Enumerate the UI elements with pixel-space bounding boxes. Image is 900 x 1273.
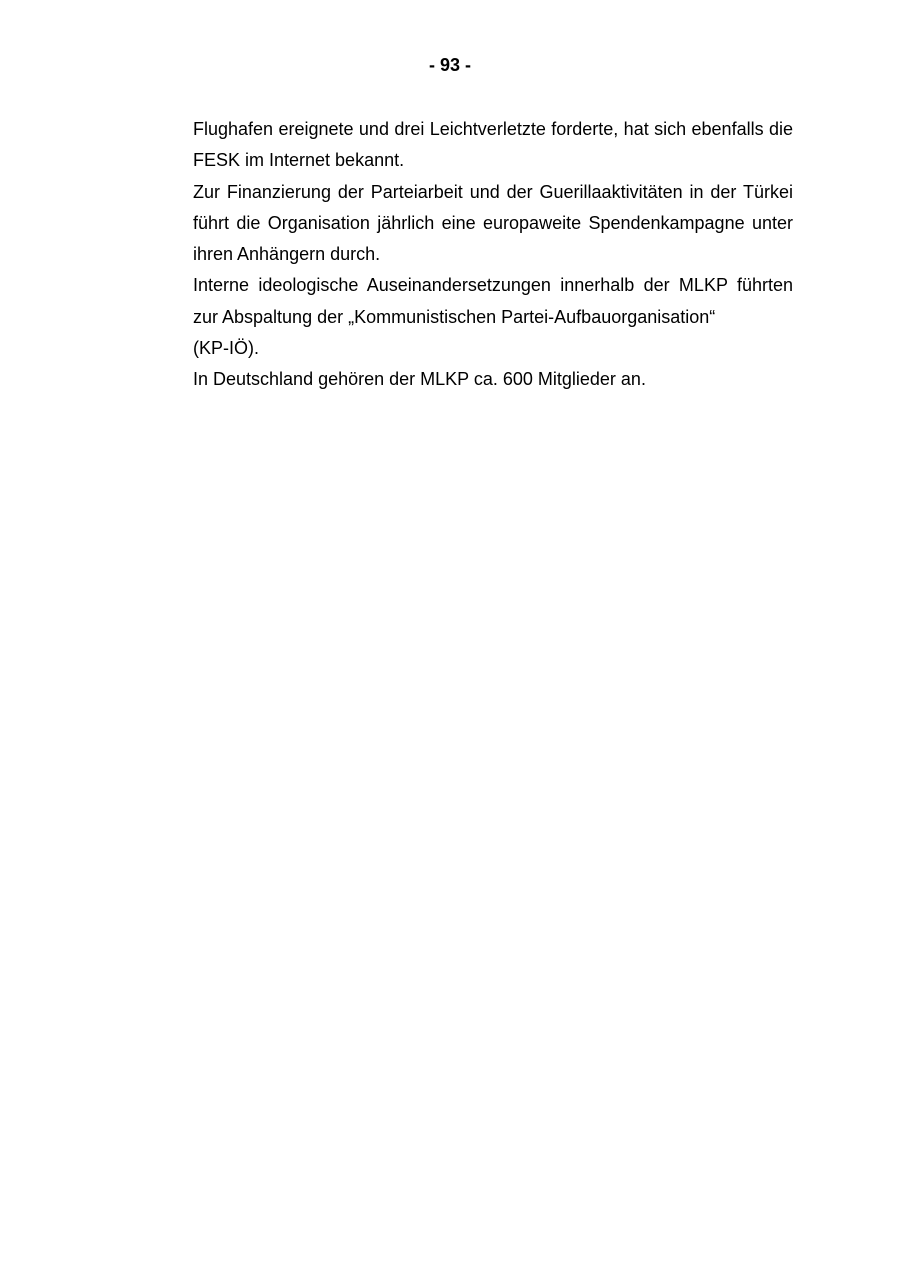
paragraph-financing: Zur Finanzierung der Parteiarbeit und der Guerillaaktivitäten in der Türkei führt die Organisation jährlich eine europaweite Spendenkampagne unter ihren Anhängern durch. [193,181,793,265]
paragraph-split: Interne ideologische Auseinandersetzungen innerhalb der MLKP führten zur Abspaltung der „Kommunistischen Partei-Aufbauorganisation“ [193,275,793,327]
document-body [193,114,793,396]
paragraph-kp-io: (KP-IÖ). [193,338,259,359]
paragraph-membership: In Deutschland gehören der MLKP ca. 600 Mitglieder an. [193,369,646,390]
paragraph-fesk-claim: Flughafen ereignete und drei Leichtverletzte forderte, hat sich ebenfalls die FESK im Internet bekannt. [193,119,793,171]
page-number: - 93 - [428,55,471,75]
